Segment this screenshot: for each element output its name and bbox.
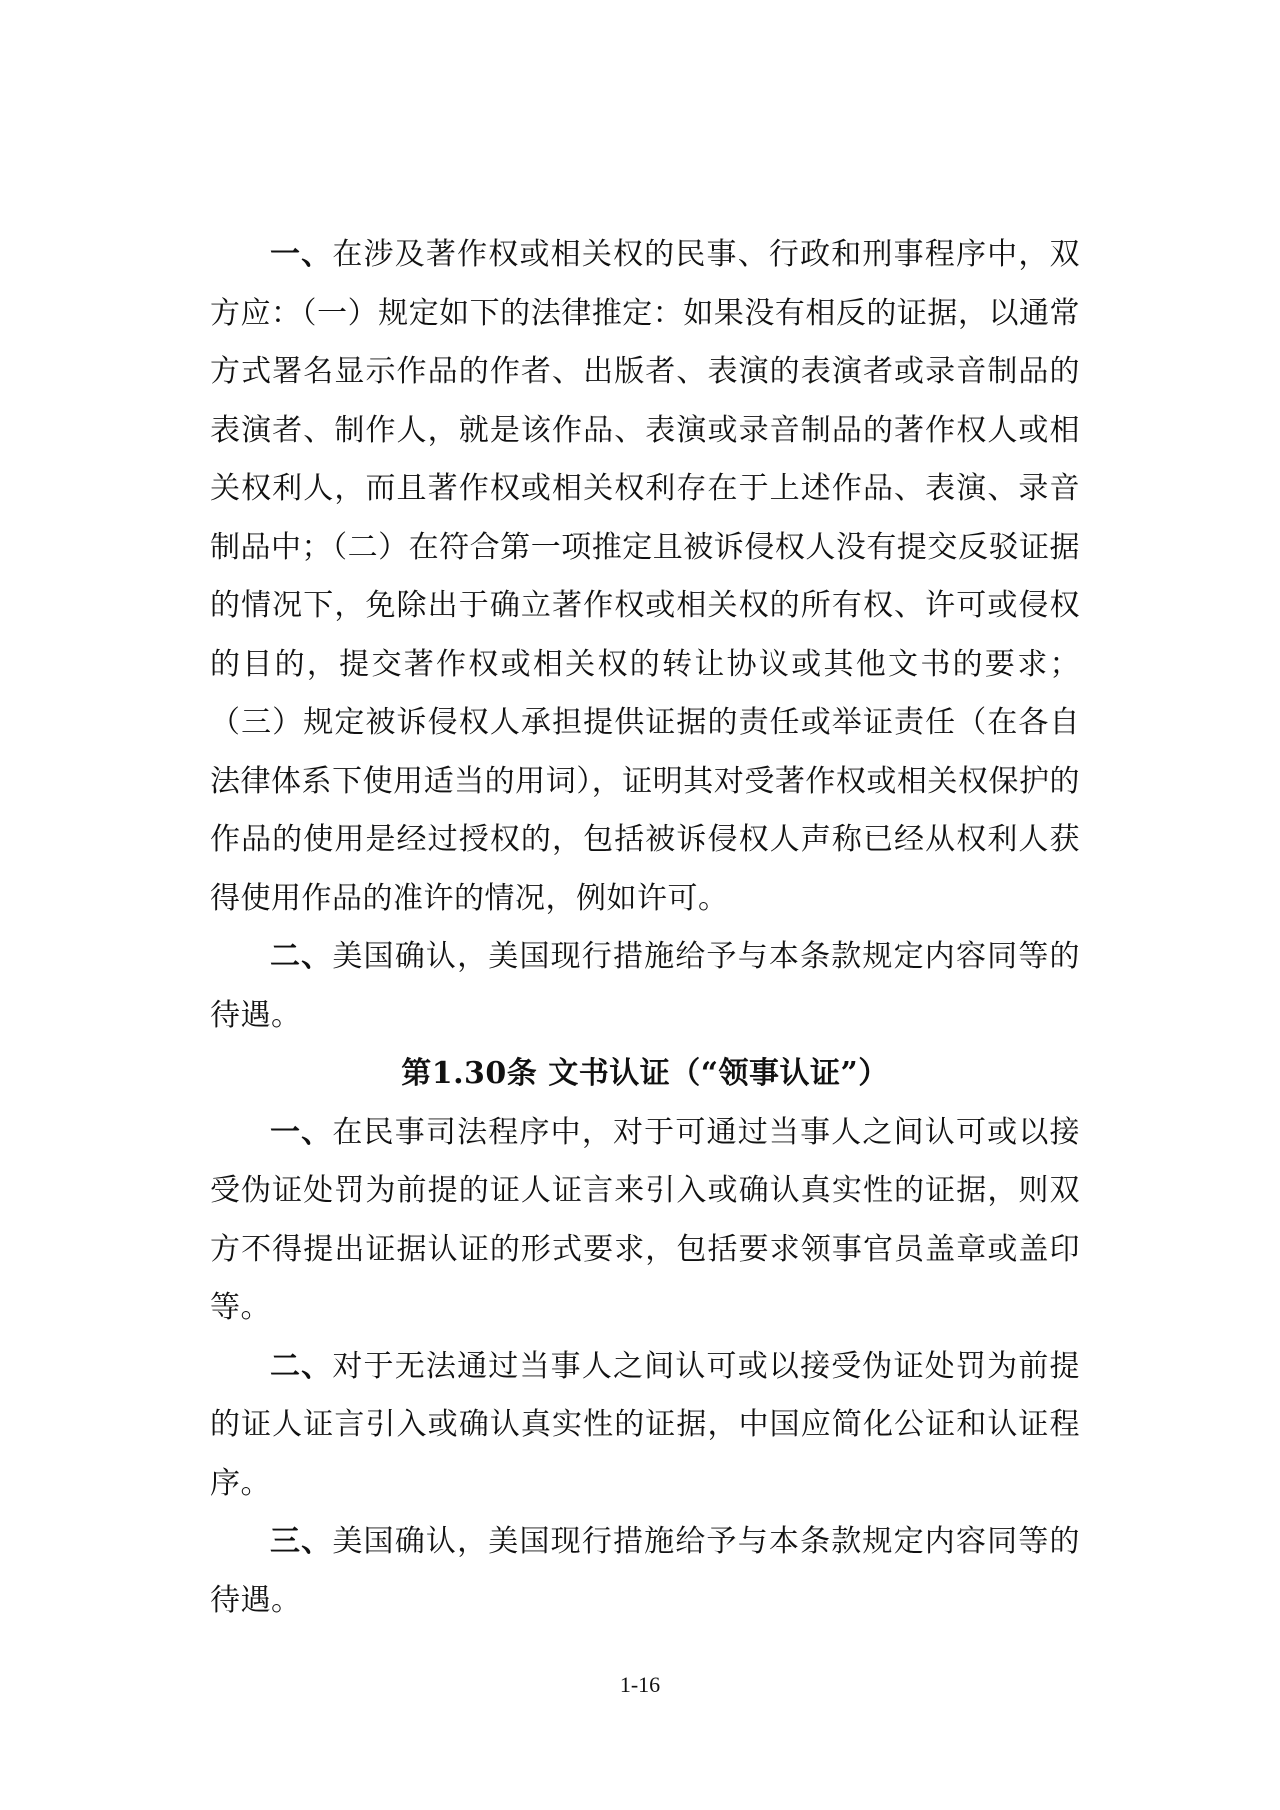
- article-paragraph-2: [210, 1338, 1080, 1514]
- paragraph-2-text: 美国确认，美国现行措施给予与本条款规定内容同等的待遇。: [210, 939, 1081, 1033]
- document-page: [210, 226, 1080, 1630]
- article-paragraph-2-text: 对于无法通过当事人之间认可或以接受伪证处罚为前提的证人证言引入或确认真实性的证据，中国应简化公证和认证程序。: [210, 1348, 1081, 1501]
- article-paragraph-3: [210, 1513, 1080, 1630]
- article-paragraph-1: [210, 1104, 1080, 1338]
- paragraph-2: [210, 928, 1080, 1045]
- paragraph-2-number: 二、: [270, 939, 333, 974]
- page-number: 1-16: [619, 1672, 661, 1697]
- article-paragraph-1-number: 一、: [270, 1114, 333, 1150]
- article-paragraph-2-number: 二、: [270, 1348, 333, 1384]
- paragraph-1: [210, 226, 1080, 928]
- article-paragraph-1-text: 在民事司法程序中，对于可通过当事人之间认可或以接受伪证处罚为前提的证人证言来引入或确认真实性的证据，则双方不得提出证据认证的形式要求，包括要求领事官员盖章或盖印等。: [210, 1114, 1081, 1325]
- paragraph-1-text: 在涉及著作权或相关权的民事、行政和刑事程序中，双方应：（一）规定如下的法律推定：如果没有相反的证据，以通常方式署名显示作品的作者、出版者、表演的表演者或录音制品的表演者、制作人，就是该作品、表演或录音制品的著作权人或相关权利人，而且著作权或相关权利存在于上述作品、表演、录音制品中；（二）在符合第一项推定且被诉侵权人没有提交反驳证据的情况下，免除出于确立著作权或相关权的所有权、许可或侵权的目的，提交著作权或相关权的转让协议或其他文书的要求；（三）规定被诉侵权人承担提供证据的责任或举证责任（在各自法律体系下使用适当的用词），证明其对受著作权或相关权保护的作品的使用是经过授权的，包括被诉侵权人声称已经从权利人获得使用作品的准许的情况，例如许可。: [210, 237, 1081, 916]
- article-heading: 第1.30条 文书认证（“领事认证”）: [401, 1056, 889, 1091]
- article-paragraph-3-text: 美国确认，美国现行措施给予与本条款规定内容同等的待遇。: [210, 1524, 1081, 1618]
- paragraph-1-number: 一、: [270, 237, 333, 272]
- article-paragraph-3-number: 三、: [270, 1524, 333, 1559]
